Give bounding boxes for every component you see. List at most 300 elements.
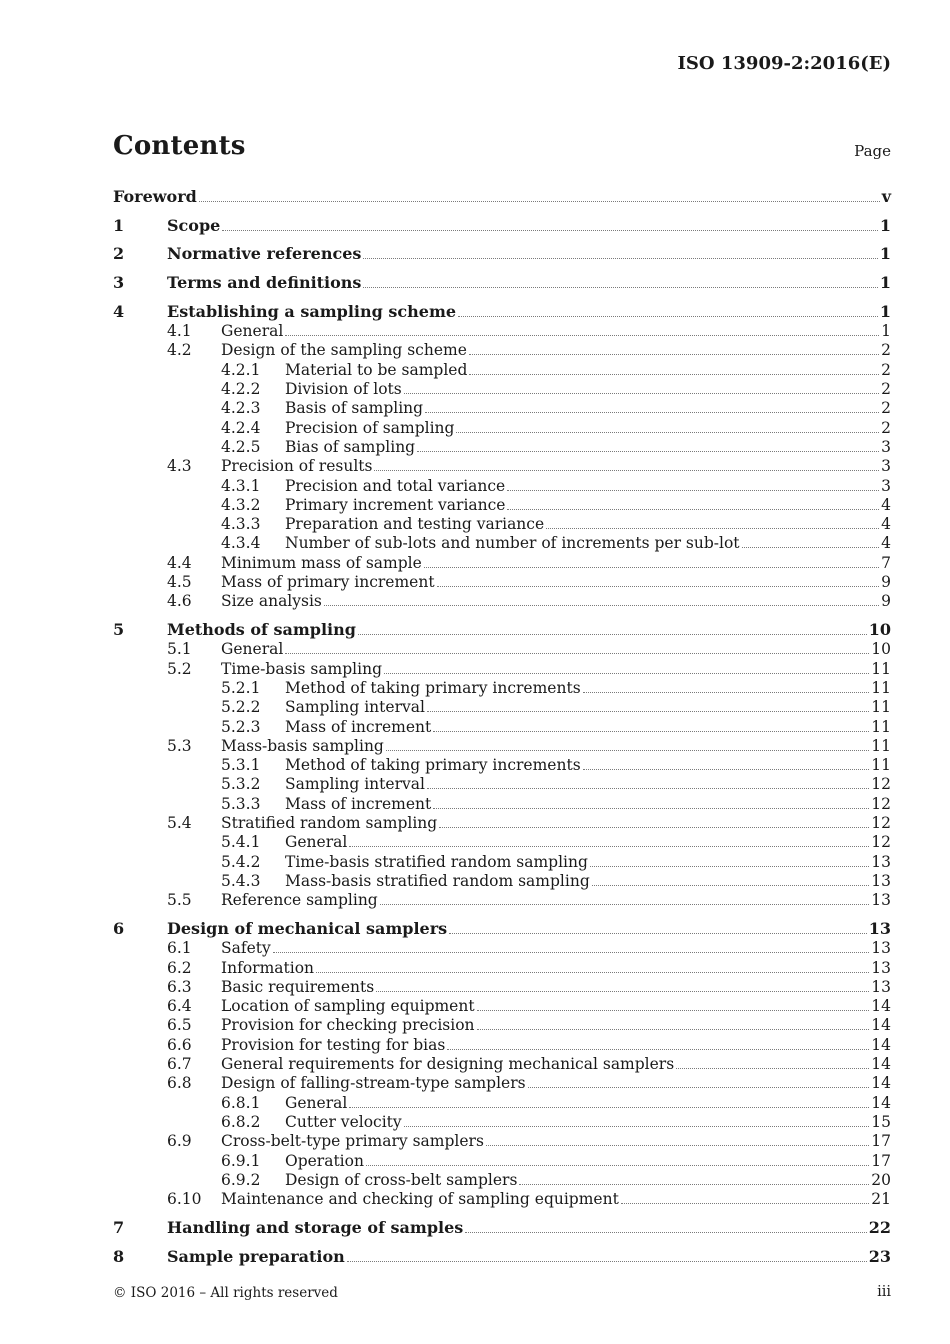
toc-entry-line bbox=[167, 273, 891, 293]
toc-entry-line bbox=[285, 832, 891, 852]
dot-leader bbox=[384, 659, 869, 674]
toc-entry[interactable] bbox=[113, 1015, 891, 1035]
dot-leader bbox=[583, 755, 870, 770]
toc-entry-line bbox=[285, 514, 891, 534]
toc-entry-line bbox=[285, 398, 891, 418]
toc-entry-title: Precision of results bbox=[221, 457, 373, 476]
toc-entry[interactable] bbox=[113, 755, 891, 775]
toc-entry-title: Minimum mass of sample bbox=[221, 553, 422, 572]
toc-entry-number: 6.8.1 bbox=[221, 1093, 261, 1112]
toc-entry[interactable] bbox=[113, 1073, 891, 1093]
toc-entry-number: 6 bbox=[113, 918, 125, 938]
toc-entry-title: General bbox=[221, 640, 284, 659]
toc-entry-page: 4 bbox=[881, 534, 891, 553]
toc-entry-page: 15 bbox=[871, 1112, 891, 1131]
dot-leader bbox=[374, 456, 879, 471]
toc-entry-line bbox=[285, 495, 891, 515]
toc-entry-line bbox=[285, 379, 891, 399]
toc-entry-title: General requirements for designing mechanical samplers bbox=[221, 1055, 675, 1073]
toc-entry-number: 4.1 bbox=[167, 322, 192, 341]
toc-entry-number: 4.2.1 bbox=[221, 360, 261, 379]
toc-entry-number: 4.5 bbox=[167, 573, 192, 591]
toc-entry-page: v bbox=[881, 187, 891, 206]
toc-entry-line bbox=[221, 572, 891, 592]
toc-entry-page: 17 bbox=[871, 1151, 891, 1170]
toc-entry-title: Handling and storage of samples bbox=[167, 1217, 464, 1237]
dot-leader bbox=[316, 958, 869, 973]
toc-entry-title: Bias of sampling bbox=[285, 437, 416, 456]
toc-entry-page: 22 bbox=[868, 1217, 891, 1237]
toc-entry[interactable] bbox=[113, 832, 891, 852]
toc-entry[interactable] bbox=[113, 1189, 891, 1209]
toc-entry-number: 4.2.3 bbox=[221, 399, 261, 418]
dot-leader bbox=[469, 360, 879, 375]
toc-entry-line bbox=[285, 533, 891, 553]
toc-entry[interactable] bbox=[113, 495, 891, 515]
toc-entry-number: 4.3.2 bbox=[221, 495, 261, 514]
toc-entry-title: Design of falling-stream-type samplers bbox=[221, 1074, 526, 1093]
toc-entry-line bbox=[221, 659, 891, 679]
toc-entry-title: Cross-belt-type primary samplers bbox=[221, 1132, 484, 1151]
dot-leader bbox=[546, 514, 879, 529]
toc-entry-line bbox=[221, 1073, 891, 1093]
toc-entry-page: 11 bbox=[871, 756, 891, 775]
toc-entry-title: Method of taking primary increments bbox=[285, 678, 581, 697]
toc-entry-title: Mass of increment bbox=[285, 717, 432, 736]
toc-entry[interactable] bbox=[113, 553, 891, 573]
toc-entry-title: Scope bbox=[167, 215, 221, 235]
toc-entry[interactable] bbox=[113, 437, 891, 457]
toc-entry[interactable] bbox=[113, 572, 891, 592]
toc-entry-number: 6.3 bbox=[167, 977, 192, 996]
toc-entry-title: General bbox=[285, 1093, 348, 1112]
toc-entry-line bbox=[285, 1112, 891, 1132]
toc-entry-line bbox=[285, 774, 891, 794]
toc-entry-number: 6.4 bbox=[167, 997, 192, 1016]
toc-entry-number: 6.10 bbox=[167, 1190, 202, 1209]
dot-leader bbox=[424, 553, 879, 568]
toc-entry-line bbox=[221, 639, 891, 659]
toc-entry-number: 4 bbox=[113, 301, 125, 321]
toc-entry[interactable] bbox=[113, 958, 891, 978]
toc-entry[interactable] bbox=[113, 813, 891, 833]
toc-entry-number: 6.8.2 bbox=[221, 1112, 261, 1131]
dot-leader bbox=[349, 832, 869, 847]
toc-entry-page: 1 bbox=[879, 301, 891, 321]
dot-leader bbox=[528, 1073, 870, 1088]
dot-leader bbox=[376, 977, 869, 992]
toc-entry-line bbox=[167, 620, 891, 640]
toc-entry-title: Operation bbox=[285, 1151, 364, 1170]
toc-entry-page: 21 bbox=[871, 1190, 891, 1209]
toc-entry-line bbox=[221, 591, 891, 611]
dot-leader bbox=[366, 1151, 869, 1166]
toc-entry-page: 3 bbox=[881, 457, 891, 476]
toc-entry-title: Time-basis sampling bbox=[221, 659, 382, 678]
toc-entry-number: 5.3.3 bbox=[221, 794, 261, 813]
toc-entry-line bbox=[221, 890, 891, 910]
toc-entry-number: 6.7 bbox=[167, 1055, 192, 1073]
dot-leader bbox=[465, 1218, 866, 1233]
dot-leader bbox=[363, 273, 877, 288]
toc-entry-number: 5.2.3 bbox=[221, 717, 261, 736]
toc-entry-title: Provision for checking precision bbox=[221, 1016, 475, 1035]
toc-entry[interactable] bbox=[113, 1112, 891, 1132]
toc-entry-page: 12 bbox=[871, 775, 891, 794]
toc-entry[interactable] bbox=[113, 639, 891, 659]
toc-entry-title: General bbox=[285, 833, 348, 852]
toc-entry-line bbox=[221, 977, 891, 997]
toc-entry-number: 2 bbox=[113, 244, 125, 264]
dot-leader bbox=[507, 476, 879, 491]
dot-leader bbox=[477, 1015, 870, 1030]
toc-entry-line bbox=[113, 187, 891, 207]
toc-entry[interactable] bbox=[113, 273, 891, 293]
toc-entry-line bbox=[221, 1131, 891, 1151]
dot-leader bbox=[433, 794, 869, 809]
toc-entry[interactable] bbox=[113, 736, 891, 756]
toc-entry-page: 14 bbox=[871, 1055, 891, 1073]
toc-entry[interactable] bbox=[113, 591, 891, 611]
toc-entry-number: 4.3 bbox=[167, 457, 192, 476]
toc-entry-page: 13 bbox=[871, 977, 891, 996]
toc-entry-title: Reference sampling bbox=[221, 891, 378, 910]
toc-entry-line bbox=[221, 813, 891, 833]
toc-entry[interactable] bbox=[113, 1035, 891, 1055]
toc-entry-title: Mass-basis sampling bbox=[221, 736, 384, 755]
toc-entry-number: 4.3.3 bbox=[221, 515, 261, 534]
toc-entry-page: 17 bbox=[871, 1132, 891, 1151]
toc-entry-title: Basic requirements bbox=[221, 977, 375, 996]
toc-entry-page: 1 bbox=[879, 273, 891, 293]
toc-entry-number: 5.5 bbox=[167, 891, 192, 910]
toc-entry-line bbox=[221, 340, 891, 360]
toc-entry-title: Maintenance and checking of sampling equipment bbox=[221, 1190, 619, 1209]
toc-entry[interactable] bbox=[113, 1170, 891, 1190]
toc-entry-number: 1 bbox=[113, 215, 125, 235]
toc-entry-title: Information bbox=[221, 958, 315, 977]
toc-entry[interactable] bbox=[113, 533, 891, 553]
toc-entry-line bbox=[221, 553, 891, 573]
dot-leader bbox=[437, 572, 880, 587]
toc-entry-title: Division of lots bbox=[285, 380, 402, 398]
toc-entry-title: Time-basis stratified random sampling bbox=[285, 852, 588, 871]
toc-entry-number: 6.9.1 bbox=[221, 1151, 261, 1170]
toc-entry-line bbox=[285, 755, 891, 775]
toc-entry-page: 23 bbox=[868, 1246, 891, 1266]
dot-leader bbox=[358, 620, 867, 635]
dot-leader bbox=[742, 533, 880, 548]
toc-entry-page: 11 bbox=[871, 659, 891, 678]
toc-entry-number: 5.4.2 bbox=[221, 852, 261, 871]
toc-entry-number: 6.9.2 bbox=[221, 1170, 261, 1189]
toc-entry-page: 11 bbox=[871, 698, 891, 717]
toc-entry-number: 4.2.5 bbox=[221, 437, 261, 456]
toc-entry-number: 8 bbox=[113, 1246, 125, 1266]
toc-entry-page: 11 bbox=[871, 717, 891, 736]
toc-entry[interactable] bbox=[113, 1093, 891, 1113]
dot-leader bbox=[433, 717, 869, 732]
toc-entry-title: Precision and total variance bbox=[285, 476, 506, 495]
toc-entry-number: 6.8 bbox=[167, 1074, 192, 1093]
toc-entry-page: 20 bbox=[871, 1170, 891, 1189]
toc-entry[interactable] bbox=[113, 1218, 891, 1238]
toc-entry-page: 13 bbox=[871, 891, 891, 910]
toc-entry-line bbox=[221, 456, 891, 476]
toc-entry-page: 9 bbox=[881, 592, 891, 611]
toc-entry[interactable] bbox=[113, 398, 891, 418]
toc-entry[interactable] bbox=[113, 890, 891, 910]
toc-entry-page: 14 bbox=[871, 1093, 891, 1112]
dot-leader bbox=[425, 398, 879, 413]
toc-entry-page: 12 bbox=[871, 833, 891, 852]
dot-leader bbox=[449, 919, 867, 934]
toc-entry-title: Terms and definitions bbox=[167, 273, 362, 293]
toc-entry-number: 5.2.1 bbox=[221, 678, 261, 697]
toc-entry-title: Establishing a sampling scheme bbox=[167, 301, 457, 321]
toc-entry-line bbox=[285, 437, 891, 457]
toc-entry-line bbox=[167, 1218, 891, 1238]
dot-leader bbox=[519, 1170, 869, 1185]
toc-entry-number: 7 bbox=[113, 1217, 125, 1237]
toc-entry-page: 13 bbox=[868, 918, 891, 938]
toc-entry-page: 2 bbox=[881, 341, 891, 360]
toc-entry-number: 5.3.2 bbox=[221, 775, 261, 794]
toc-entry-line bbox=[285, 476, 891, 496]
toc-entry-title: Normative references bbox=[167, 244, 362, 264]
toc-entry-page: 14 bbox=[871, 997, 891, 1016]
toc-entry-line bbox=[221, 321, 891, 341]
toc-entry[interactable] bbox=[113, 678, 891, 698]
toc-entry[interactable] bbox=[113, 1054, 891, 1074]
page-title: Contents bbox=[113, 131, 246, 161]
toc-entry-line bbox=[221, 958, 891, 978]
toc-entry-page: 10 bbox=[871, 640, 891, 659]
toc-entry[interactable] bbox=[113, 476, 891, 496]
toc-entry-line bbox=[285, 697, 891, 717]
toc-entry[interactable] bbox=[113, 697, 891, 717]
toc-entry-line bbox=[167, 919, 891, 939]
dot-leader bbox=[486, 1131, 869, 1146]
toc-entry-page: 2 bbox=[881, 380, 891, 398]
dot-leader bbox=[507, 495, 879, 510]
toc-entry-line bbox=[221, 1189, 891, 1209]
toc-entry-title: Number of sub-lots and number of increments per sub-lot bbox=[285, 534, 740, 553]
toc-entry-page: 4 bbox=[881, 495, 891, 514]
dot-leader bbox=[592, 871, 870, 886]
toc-entry[interactable] bbox=[113, 919, 891, 939]
dot-leader bbox=[222, 216, 878, 231]
toc-entry-line bbox=[285, 871, 891, 891]
toc-entry[interactable] bbox=[113, 996, 891, 1016]
toc-entry[interactable] bbox=[113, 216, 891, 236]
dot-leader bbox=[285, 321, 879, 336]
toc-entry[interactable] bbox=[113, 321, 891, 341]
toc-entry-number: 5.2 bbox=[167, 659, 192, 678]
toc-entry-title: Safety bbox=[221, 939, 271, 958]
toc-entry-page: 1 bbox=[879, 244, 891, 264]
toc-entry-title: Mass of primary increment bbox=[221, 573, 435, 591]
toc-entry[interactable] bbox=[113, 774, 891, 794]
toc-entry-number: 5.1 bbox=[167, 640, 192, 659]
toc-entry-title: Method of taking primary increments bbox=[285, 756, 581, 775]
toc-entry-page: 9 bbox=[881, 573, 891, 591]
toc-entry[interactable] bbox=[113, 717, 891, 737]
toc-entry-number: 5.4.1 bbox=[221, 833, 261, 852]
toc-entry-line bbox=[285, 852, 891, 872]
toc-entry-title: Primary increment variance bbox=[285, 495, 506, 514]
toc-entry-title: Design of cross-belt samplers bbox=[285, 1170, 518, 1189]
dot-leader bbox=[590, 852, 869, 867]
toc-entry-line bbox=[221, 1035, 891, 1055]
toc-entry-number: 5 bbox=[113, 620, 125, 639]
toc-entry-title: Methods of sampling bbox=[167, 620, 356, 639]
toc-entry[interactable] bbox=[113, 418, 891, 438]
toc-entry-line bbox=[221, 938, 891, 958]
toc-entry[interactable] bbox=[113, 659, 891, 679]
dot-leader bbox=[456, 418, 879, 433]
toc-entry-line bbox=[167, 302, 891, 322]
dot-leader bbox=[469, 340, 879, 355]
toc-entry-title: Location of sampling equipment bbox=[221, 997, 475, 1016]
toc-entry-line bbox=[221, 1054, 891, 1074]
toc-entry[interactable] bbox=[113, 340, 891, 360]
toc-entry[interactable] bbox=[113, 1131, 891, 1151]
toc-entry-line bbox=[285, 418, 891, 438]
toc-entry-line bbox=[285, 794, 891, 814]
toc-entry-page: 14 bbox=[871, 1035, 891, 1054]
toc-entry-line bbox=[285, 678, 891, 698]
toc-entry-title: Design of mechanical samplers bbox=[167, 918, 448, 938]
dot-leader bbox=[324, 591, 879, 606]
toc-entry-title: Provision for testing for bias bbox=[221, 1035, 446, 1054]
dot-leader bbox=[199, 187, 880, 202]
toc-entry-line bbox=[221, 1015, 891, 1035]
dot-leader bbox=[404, 1112, 870, 1127]
toc-entry-line bbox=[285, 1151, 891, 1171]
toc-entry-page: 13 bbox=[871, 958, 891, 977]
toc-entry-number: 4.6 bbox=[167, 592, 192, 611]
toc-entry-title: Mass-basis stratified random sampling bbox=[285, 871, 590, 890]
toc-entry-title: General bbox=[221, 322, 284, 341]
dot-leader bbox=[439, 813, 869, 828]
dot-leader bbox=[621, 1189, 869, 1204]
toc-entry-line bbox=[221, 736, 891, 756]
toc-entry-number: 6.5 bbox=[167, 1016, 192, 1035]
toc-entry[interactable] bbox=[113, 1247, 891, 1267]
toc-entry-page: 13 bbox=[871, 852, 891, 871]
toc-entry-number: 5.2.2 bbox=[221, 698, 261, 717]
toc-entry-number: 6.2 bbox=[167, 958, 192, 977]
toc-entry-line bbox=[221, 996, 891, 1016]
toc-entry-number: 3 bbox=[113, 273, 125, 293]
toc-entry[interactable] bbox=[113, 514, 891, 534]
toc-entry-page: 3 bbox=[881, 476, 891, 495]
toc-entry[interactable] bbox=[113, 302, 891, 322]
dot-leader bbox=[417, 437, 879, 452]
toc-entry[interactable] bbox=[113, 620, 891, 640]
dot-leader bbox=[363, 244, 877, 259]
dot-leader bbox=[380, 890, 870, 905]
dot-leader bbox=[676, 1054, 869, 1069]
toc-entry-page: 2 bbox=[881, 418, 891, 437]
dot-leader bbox=[404, 379, 879, 394]
toc-entry-number: 6.9 bbox=[167, 1132, 192, 1151]
toc-entry-title: Mass of increment bbox=[285, 794, 432, 813]
dot-leader bbox=[386, 736, 869, 751]
toc-entry-page: 10 bbox=[868, 620, 891, 639]
toc-entry-page: 2 bbox=[881, 360, 891, 379]
toc-entry-line bbox=[167, 1247, 891, 1267]
toc-entry-title: Stratified random sampling bbox=[221, 814, 438, 832]
toc-entry-line bbox=[285, 717, 891, 737]
toc-entry-number: 5.4 bbox=[167, 814, 192, 832]
toc-entry-line bbox=[285, 1170, 891, 1190]
toc-entry-title: Foreword bbox=[113, 187, 197, 206]
toc-entry[interactable] bbox=[113, 977, 891, 997]
toc-entry[interactable] bbox=[113, 379, 891, 399]
document-id: ISO 13909-2:2016(E) bbox=[677, 53, 891, 74]
toc-entry-page: 11 bbox=[871, 736, 891, 755]
toc-entry-page: 13 bbox=[871, 939, 891, 958]
dot-leader bbox=[447, 1035, 869, 1050]
toc-entry-number: 4.2.4 bbox=[221, 418, 261, 437]
toc-entry-number: 5.3.1 bbox=[221, 756, 261, 775]
toc-entry-page: 3 bbox=[881, 437, 891, 456]
toc-entry-number: 4.2 bbox=[167, 341, 192, 360]
toc-entry-page: 11 bbox=[871, 678, 891, 697]
toc-entry-title: Material to be sampled bbox=[285, 360, 468, 379]
toc-entry[interactable] bbox=[113, 852, 891, 872]
toc-entry[interactable] bbox=[113, 187, 891, 207]
toc-entry-page: 2 bbox=[881, 399, 891, 418]
toc-entry-title: Design of the sampling scheme bbox=[221, 341, 467, 360]
toc-entry-number: 4.4 bbox=[167, 553, 192, 572]
dot-leader bbox=[458, 302, 878, 317]
toc-entry-title: Basis of sampling bbox=[285, 399, 424, 418]
toc-entry-title: Preparation and testing variance bbox=[285, 515, 545, 534]
toc-entry[interactable] bbox=[113, 244, 891, 264]
toc-entry-page: 13 bbox=[871, 871, 891, 890]
dot-leader bbox=[285, 639, 869, 654]
footer-copyright: © ISO 2016 – All rights reserved bbox=[113, 1285, 338, 1301]
toc-entry-number: 4.3.4 bbox=[221, 534, 261, 553]
toc-entry-page: 7 bbox=[881, 553, 891, 572]
toc-entry[interactable] bbox=[113, 456, 891, 476]
toc-entry[interactable] bbox=[113, 794, 891, 814]
dot-leader bbox=[349, 1093, 869, 1108]
toc-entry-title: Size analysis bbox=[221, 592, 322, 611]
toc-entry[interactable] bbox=[113, 1151, 891, 1171]
toc-entry-title: Sampling interval bbox=[285, 775, 425, 794]
toc-entry-line bbox=[167, 216, 891, 236]
dot-leader bbox=[347, 1247, 867, 1262]
toc-entry-line bbox=[285, 360, 891, 380]
toc-entry-number: 4.2.2 bbox=[221, 380, 261, 398]
toc-entry[interactable] bbox=[113, 871, 891, 891]
toc-entry-page: 1 bbox=[879, 215, 891, 235]
toc-entry-page: 14 bbox=[871, 1074, 891, 1093]
toc-entry[interactable] bbox=[113, 360, 891, 380]
toc-entry-number: 5.4.3 bbox=[221, 871, 261, 890]
toc-entry-page: 14 bbox=[871, 1016, 891, 1035]
toc-entry-number: 4.3.1 bbox=[221, 476, 261, 495]
toc-entry[interactable] bbox=[113, 938, 891, 958]
dot-leader bbox=[477, 996, 870, 1011]
toc-entry-page: 4 bbox=[881, 515, 891, 534]
dot-leader bbox=[427, 697, 869, 712]
dot-leader bbox=[273, 938, 870, 953]
